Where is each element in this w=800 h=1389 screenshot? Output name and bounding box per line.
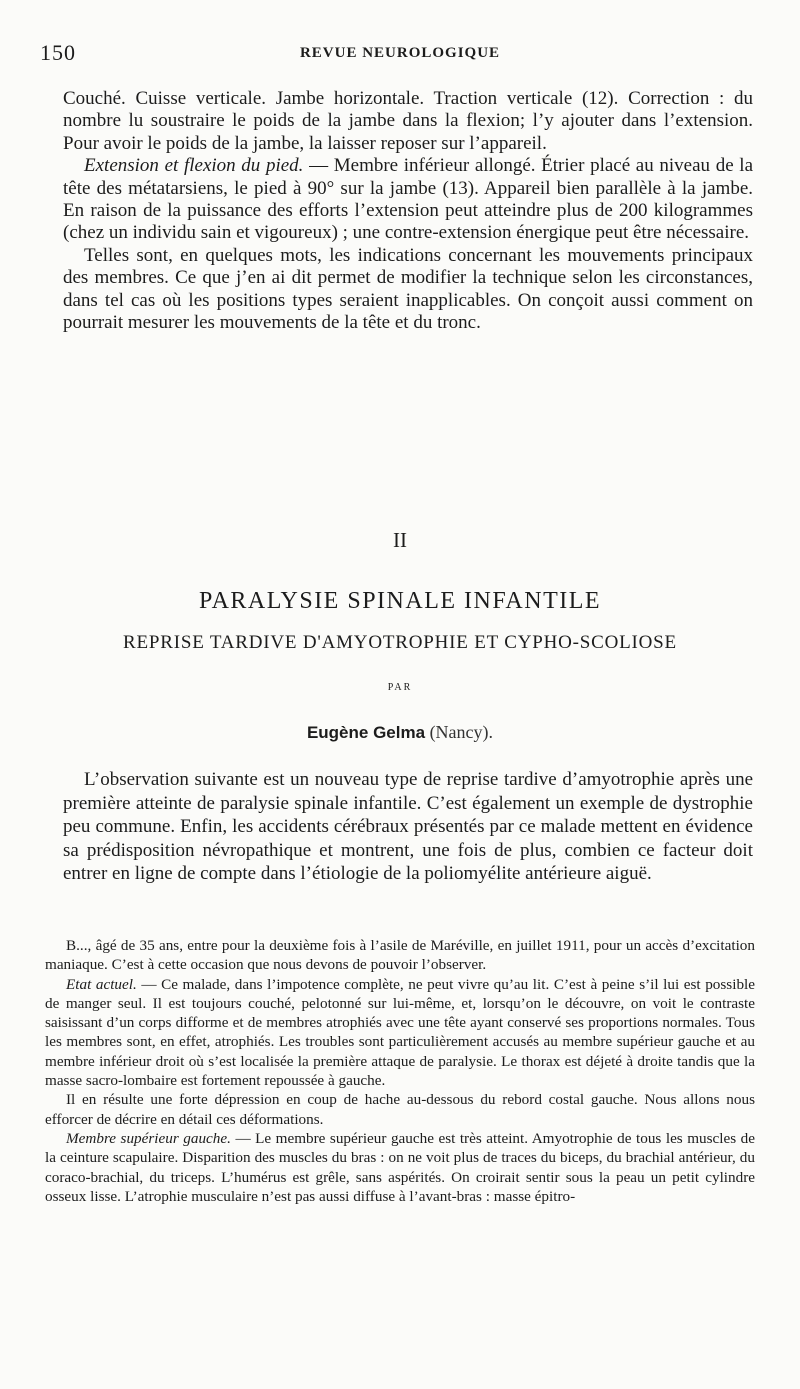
case-observation-block [45,936,755,1206]
section-number: II [393,528,407,552]
continued-text-block [63,88,753,334]
page-number: 150 [40,40,76,65]
author-line [0,722,800,743]
author-name: Eugène Gelma [306,723,426,742]
running-head [40,40,760,64]
paragraph [45,936,755,975]
paragraph [45,1090,755,1129]
paragraph [63,88,753,155]
article-subtitle: REPRISE TARDIVE D'AMYOTROPHIE ET CYPHO-SCOLIOSE [123,632,677,653]
paragraph [63,768,753,886]
article-title: PARALYSIE SPINALE INFANTILE [198,588,602,614]
journal-title: REVUE NEUROLOGIQUE [299,45,501,61]
by-label: PAR [387,682,413,693]
author-place: (Nancy). [429,722,494,742]
intro-text-block [63,768,753,886]
paragraph [45,975,755,1091]
paragraph-text: Telles sont, en quelques mots, les indications concernant les mouvements principaux des membres. Ce que j’en ai dit permet de modifier la technique selon les circonstances, dans tel cas où les positions types seraient inapplicables. On conçoit aussi comment on pourrait mesurer les mouvements de la tête et du tronc. [63,244,753,334]
paragraph-text: B..., âgé de 35 ans, entre pour la deuxième fois à l’asile de Maréville, en juillet 1911, pour un accès d’excitation maniaque. C’est à cette occasion que nous devons de pouvoir l’observer. [45,937,755,974]
paragraph-lead: Etat actuel. [66,975,137,993]
paragraph [63,155,753,245]
paragraph-lead: Membre supérieur gauche. [66,1129,231,1147]
paragraph-text: — Le membre supérieur gauche est très atteint. Amyotrophie de tous les muscles de la ceinture scapulaire. Disparition des muscles du bras : on ne voit plus de traces du biceps, du brachial antérieur, du coraco-brachial, du triceps. L’humérus est grêle, sans aspérités. On croirait sentir sous la peau un petit cylindre osseux lisse. L’atrophie musculaire n’est pas aussi diffuse à l’avant-bras : masse épitro- [45,1129,755,1205]
paragraph [63,245,753,335]
paragraph-text: Il en résulte une forte dépression en coup de hache au-dessous du rebord costal gauche. Nous allons nous efforcer de décrire en détail ces déformations. [45,1091,755,1128]
paragraph-text: — Membre inférieur allongé. Étrier placé au niveau de la tête des métatarsiens, le pied à 90° sur la jambe (13). Appareil bien parallèle à la jambe. En raison de la puissance des efforts l’extension peut atteindre plus de 200 kilogrammes (chez un individu sain et vigoureux) ; une contre-extension énergique peut être nécessaire. [63,155,753,244]
paragraph [45,1129,755,1206]
paragraph-text: Couché. Cuisse verticale. Jambe horizontale. Traction verticale (12). Correction : du nombre lu soustraire le poids de la jambe dans la flexion; l’y ajouter dans l’extension. Pour avoir le poids de la jambe, la laisser reposer sur l’appareil. [63,88,753,154]
paragraph-lead: Extension et flexion du pied. [84,155,304,177]
paragraph-text: — Ce malade, dans l’impotence complète, ne peut vivre qu’au lit. C’est à peine s’il lui est possible de manger seul. Il est toujours couché, pelotonné sur lui-même, et, lorsqu’on le découvre, on voit le contraste saisissant d’un corps difforme et de membres atrophiés avec une tête ayant conservé ses proportions normales. Tous les membres sont, en effet, atrophiés. Les troubles sont particulièrement accusés au membre supérieur gauche et au membre inférieur droit où s’est localisée la première attaque de paralysie. Le thorax est déjeté à droite tandis que la masse sacro-lombaire est fortement repoussée à gauche. [45,975,755,1090]
paragraph-text: L’observation suivante est un nouveau type de reprise tardive d’amyotrophie après une première atteinte de paralysie spinale infantile. C’est également un exemple de dystrophie peu commune. Enfin, les accidents cérébraux présentés par ce malade mettent en évidence sa prédisposition névropathique et montrent, une fois de plus, combien ce facteur doit entrer en ligne de compte dans l’étiologie de la poliomyélite antérieure aiguë. [63,769,753,884]
